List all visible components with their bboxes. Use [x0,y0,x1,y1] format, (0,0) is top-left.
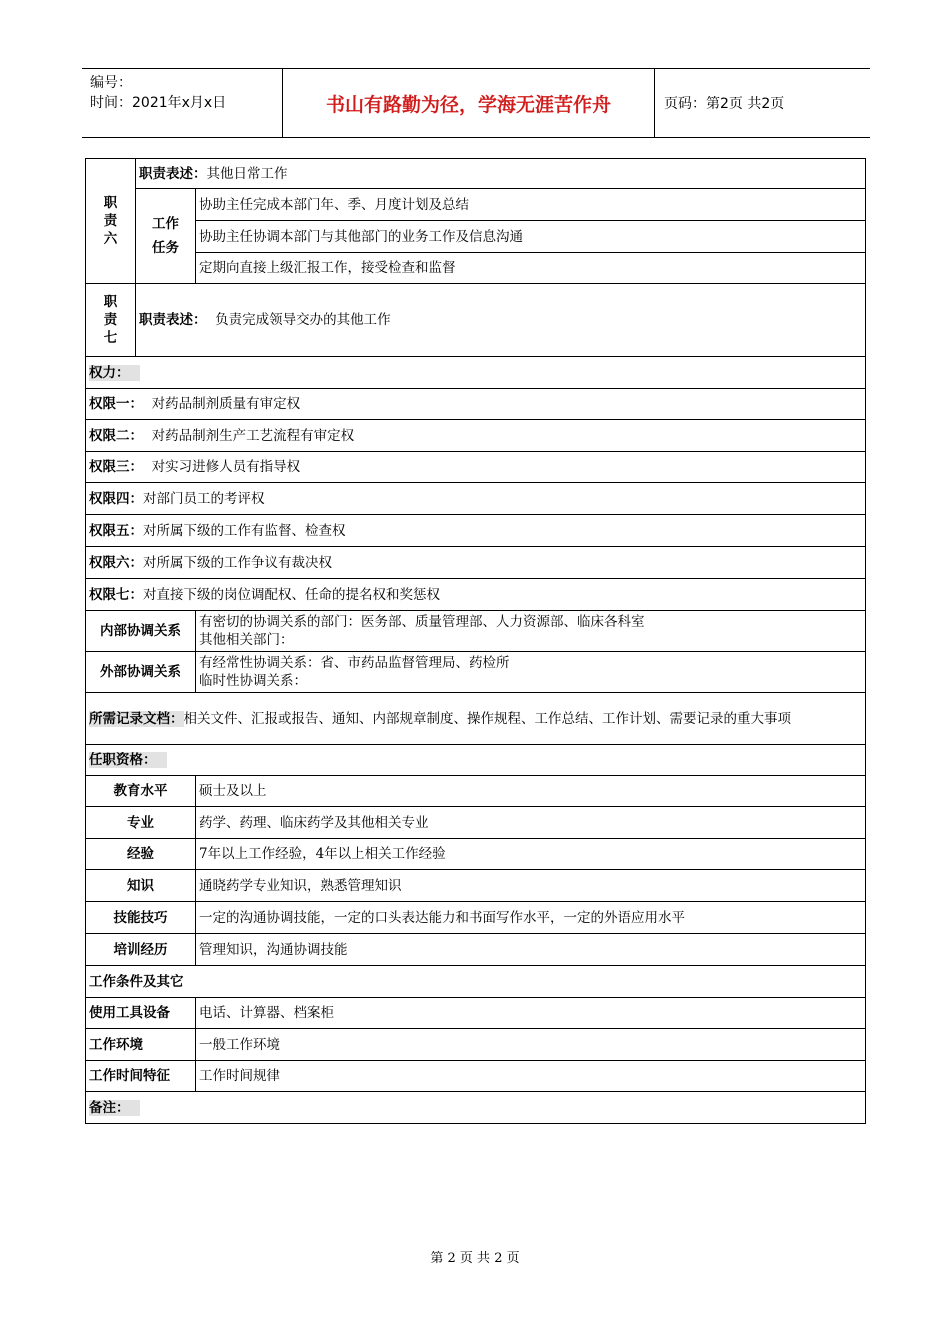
qualification-value: 管理知识，沟通协调技能 [196,934,866,966]
qualification-row [86,902,866,934]
condition-value: 一般工作环境 [196,1029,866,1061]
power-label: 权限七： [89,586,143,603]
power-text: 对所属下级的工作争议有裁决权 [143,554,332,571]
powers-title: 权力： [89,365,140,381]
internal-relations-value [196,611,866,652]
header-divider [654,69,655,137]
condition-label: 工作环境 [86,1029,196,1061]
duty7-desc-label: 职责表述： [139,312,207,328]
duty6-desc-row [86,159,866,189]
condition-label: 工作时间特征 [86,1061,196,1092]
duty7-label: 职 责 七 [86,284,136,357]
power-row [86,515,866,547]
header-motto: 书山有路勤为径，学海无涯苦作舟 [325,93,611,116]
duty6-task-label: 工作任务 [136,189,196,284]
qualification-label: 经验 [86,839,196,870]
external-relations-label: 外部协调关系 [86,652,196,693]
power-text: 对部门员工的考评权 [143,490,265,507]
qualification-value: 一定的沟通协调技能，一定的口头表达能力和书面写作水平，一定的外语应用水平 [196,902,866,934]
number-label: 编号： [90,75,132,91]
power-label: 权限三： [89,459,143,475]
internal-relations-line: 其他相关部门： [199,632,294,648]
power-row [86,389,866,420]
conditions-title: 工作条件及其它 [86,966,866,998]
header-page-info: 页码：第2页 共2页 [664,96,785,112]
internal-relations-row [86,611,866,652]
duty6-label: 职 责 六 [86,159,136,284]
qualification-value: 硕士及以上 [196,776,866,807]
duty6-task-item: 协助主任协调本部门与其他部门的业务工作及信息沟通 [196,221,866,253]
internal-relations-line: 有密切的协调关系的部门：医务部、质量管理部、人力资源部、临床各科室 [199,614,645,630]
duty6-desc-label: 职责表述： [139,165,207,182]
power-row [86,483,866,515]
condition-row [86,998,866,1029]
qualification-value: 通晓药学专业知识，熟悉管理知识 [196,870,866,902]
condition-value: 电话、计算器、档案柜 [196,998,866,1029]
records-row [86,693,866,745]
duty6-task-row [86,253,866,284]
qualification-label: 技能技巧 [86,902,196,934]
conditions-title-row [86,966,866,998]
qualification-value: 7年以上工作经验，4年以上相关工作经验 [196,839,866,870]
external-relations-line: 临时性协调关系： [199,673,307,689]
qualification-label: 培训经历 [86,934,196,966]
internal-relations-label: 内部协调关系 [86,611,196,652]
duty6-desc-cell [136,159,866,189]
qualification-value: 药学、药理、临床药学及其他相关专业 [196,807,866,839]
duty6-task-row [86,221,866,253]
power-row [86,547,866,579]
duty7-row [86,284,866,357]
external-relations-value [196,652,866,693]
power-text: 对直接下级的岗位调配权、任命的提名权和奖惩权 [143,586,440,603]
duty6-task-item: 协助主任完成本部门年、季、月度计划及总结 [196,189,866,221]
qualification-row [86,776,866,807]
power-text: 对药品制剂生产工艺流程有审定权 [151,427,355,444]
condition-row [86,1029,866,1061]
remarks-label: 备注： [89,1100,140,1116]
duty6-desc-text: 其他日常工作 [206,165,288,182]
records-label: 所需记录文档： [89,710,184,727]
condition-value: 工作时间规律 [196,1061,866,1092]
page-header [82,68,870,138]
power-row [86,452,866,483]
external-relations-row [86,652,866,693]
page-footer: 第 2 页 共 2 页 [430,1251,520,1266]
qualification-label: 知识 [86,870,196,902]
qualification-label: 教育水平 [86,776,196,807]
power-row [86,579,866,611]
duty6-task-item: 定期向直接上级汇报工作，接受检查和监督 [196,253,866,284]
qualification-label: 专业 [86,807,196,839]
powers-title-row [86,357,866,389]
job-description-table [85,158,866,1124]
condition-label: 使用工具设备 [86,998,196,1029]
power-text: 对所属下级的工作有监督、检查权 [143,522,346,539]
power-label: 权限五： [89,522,143,539]
power-row [86,420,866,452]
date-label: 时间：2021年x月x日 [90,95,227,111]
power-label: 权限一： [89,396,143,412]
duty7-desc-text: 负责完成领导交办的其他工作 [215,312,391,328]
power-text: 对实习进修人员有指导权 [151,459,301,475]
qualification-row [86,839,866,870]
remarks-row [86,1092,866,1124]
duty6-task-row [86,189,866,221]
power-label: 权限六： [89,554,143,571]
condition-row [86,1061,866,1092]
external-relations-line: 有经常性协调关系：省、市药品监督管理局、药检所 [199,655,510,671]
qualification-row [86,934,866,966]
power-text: 对药品制剂质量有审定权 [151,396,301,412]
qualifications-title: 任职资格： [89,752,167,768]
qualification-row [86,870,866,902]
duty7-desc-cell [136,284,866,357]
power-label: 权限四： [89,490,143,507]
power-label: 权限二： [89,427,143,444]
header-meta [90,73,280,113]
qualifications-title-row [86,745,866,776]
qualification-row [86,807,866,839]
records-text: 相关文件、汇报或报告、通知、内部规章制度、操作规程、工作总结、工作计划、需要记录的重大事项 [183,710,791,727]
